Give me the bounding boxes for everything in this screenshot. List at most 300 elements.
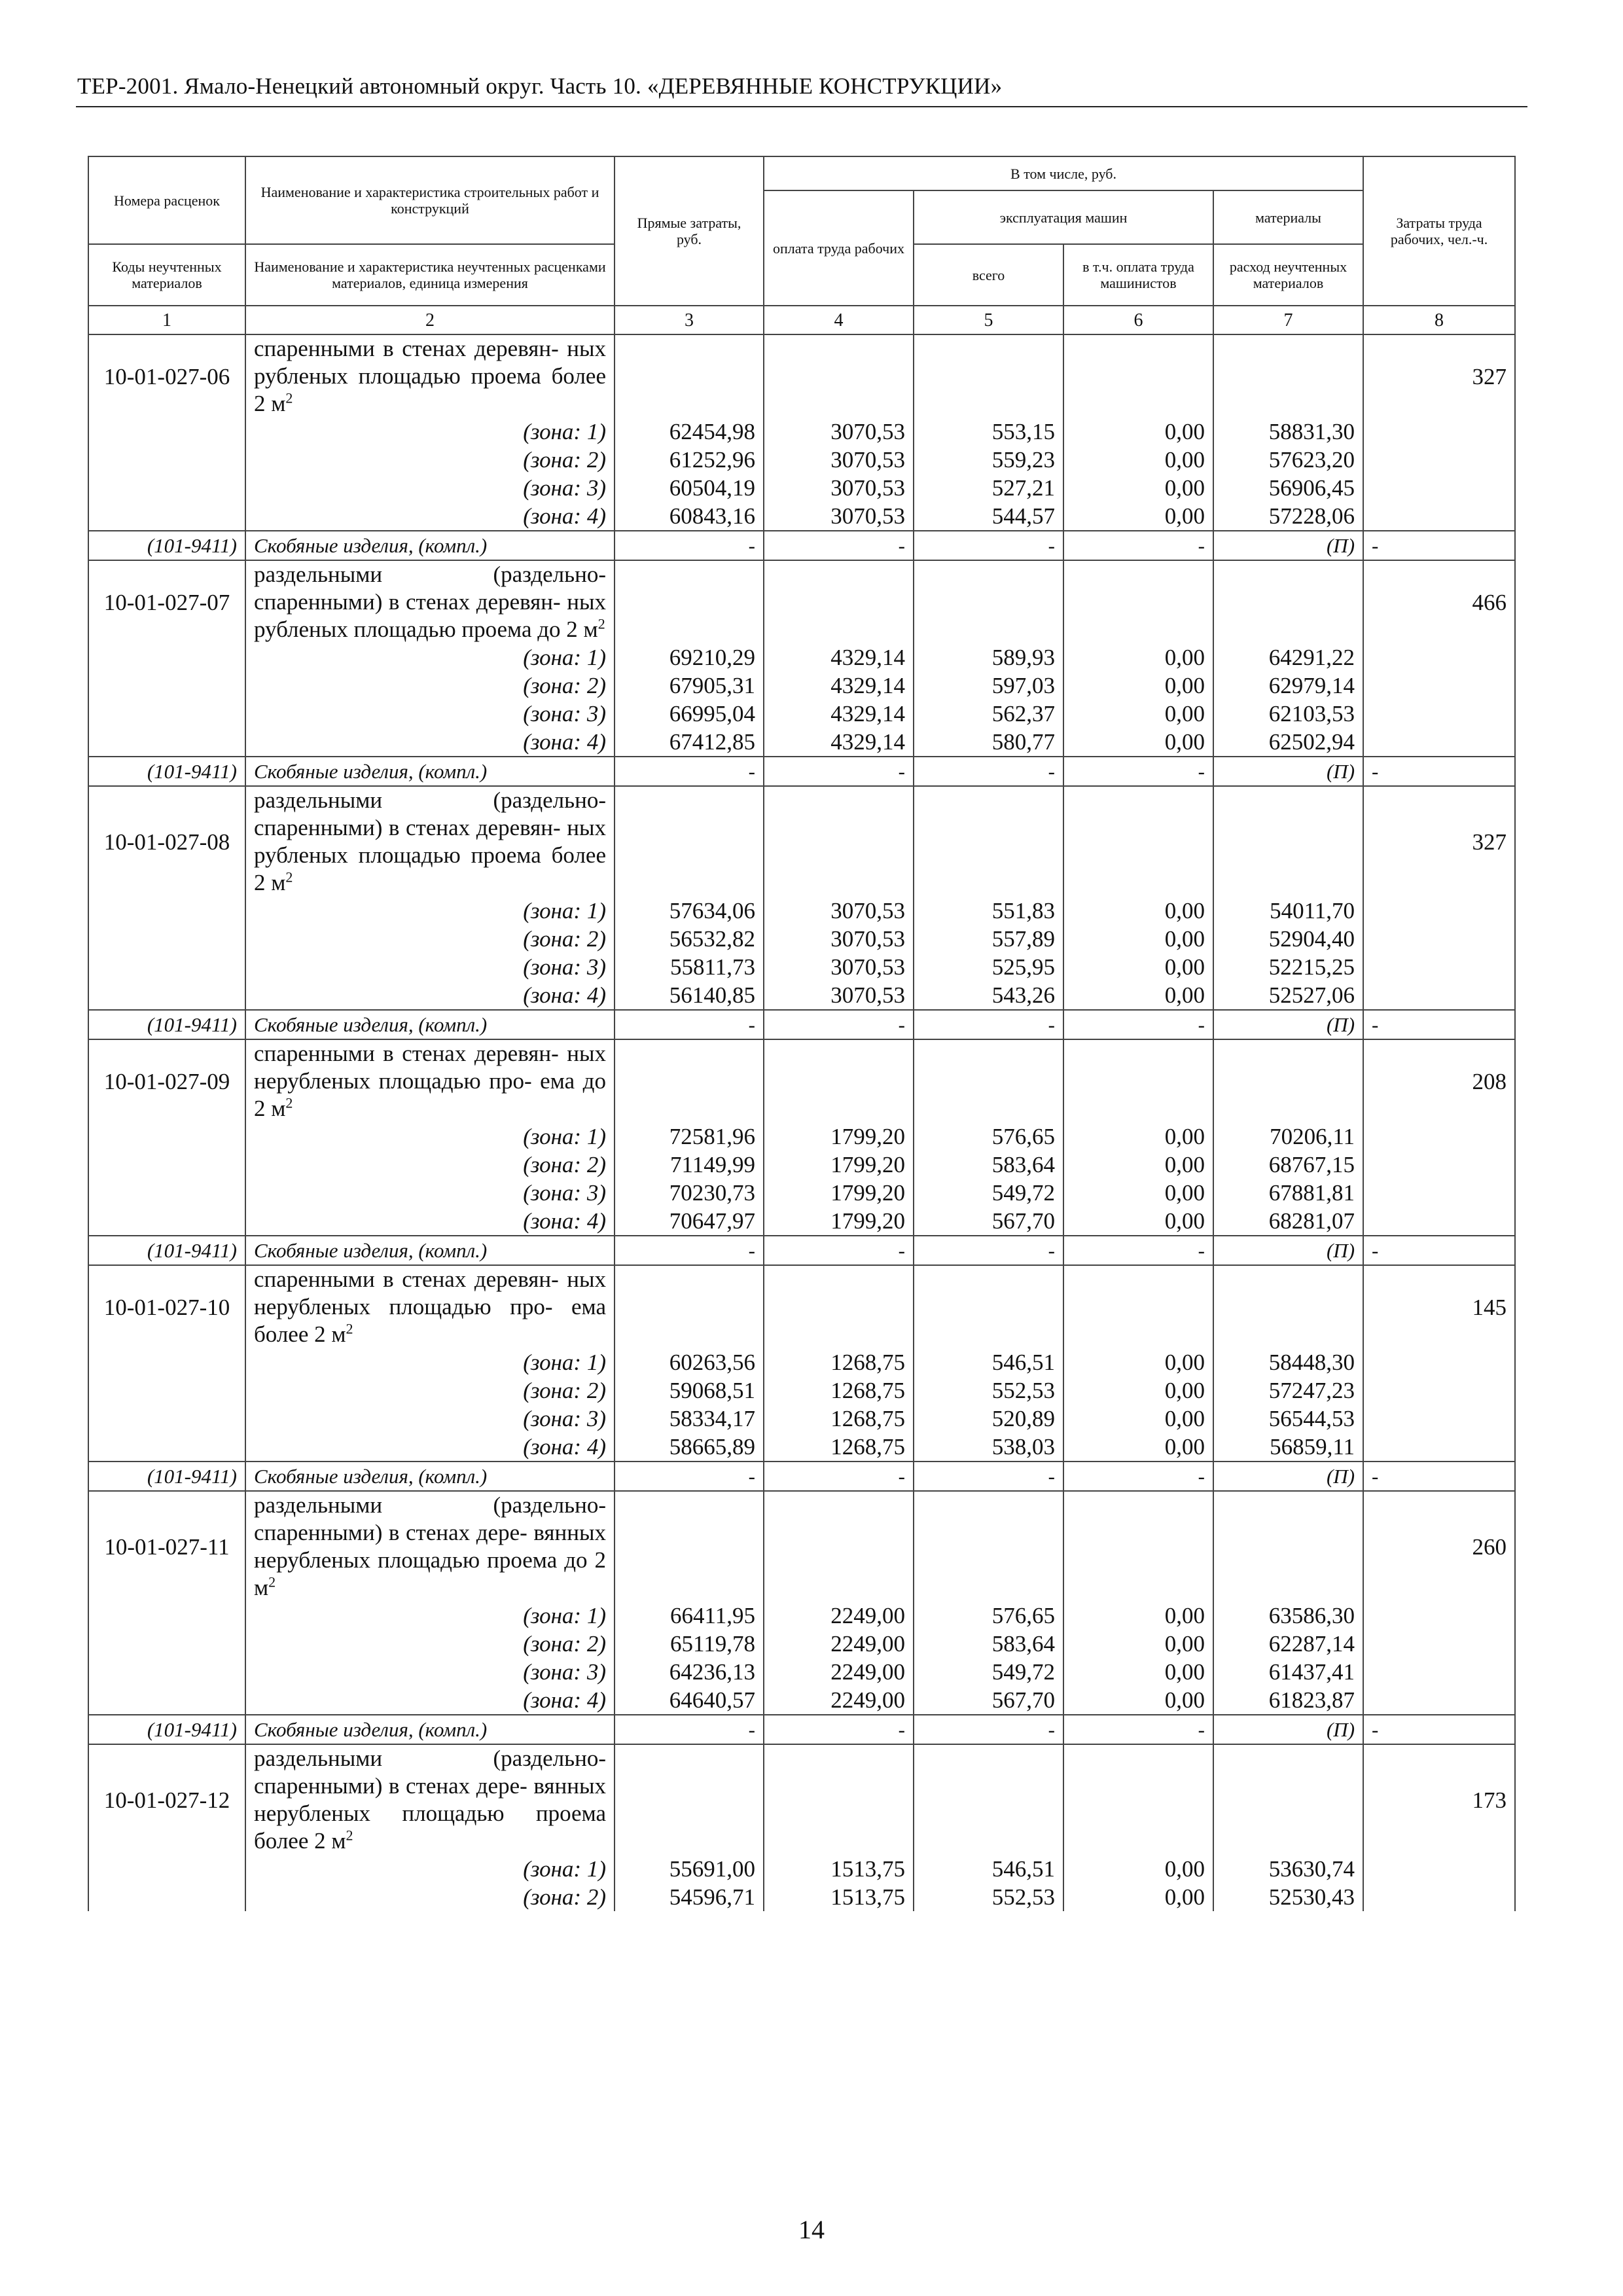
direct-cost: 69210,29 xyxy=(615,643,764,672)
empty-cell xyxy=(764,1491,914,1602)
wages-cost: - xyxy=(764,1010,914,1039)
operator-wages: - xyxy=(1063,1715,1213,1744)
materials-cost: 67881,81 xyxy=(1213,1179,1363,1207)
empty-cell xyxy=(1363,1405,1515,1433)
empty-cell xyxy=(88,1658,245,1686)
empty-cell xyxy=(1363,728,1515,757)
direct-cost: 55811,73 xyxy=(615,953,764,981)
table-body xyxy=(88,334,1515,1911)
description-line: ных нерубленых площадью про- xyxy=(254,1041,606,1094)
zone-label: (зона: 2) xyxy=(245,1883,615,1911)
rate-description xyxy=(245,560,615,643)
operator-wages: - xyxy=(1063,531,1213,560)
operator-wages: 0,00 xyxy=(1063,1686,1213,1715)
head-material-codes: Коды неучтенных материалов xyxy=(88,244,245,306)
wages-cost: 1268,75 xyxy=(764,1376,914,1405)
wages-cost: 3070,53 xyxy=(764,981,914,1010)
direct-cost: 71149,99 xyxy=(615,1151,764,1179)
empty-cell xyxy=(615,560,764,643)
zone-row xyxy=(88,953,1515,981)
wages-cost: 1799,20 xyxy=(764,1179,914,1207)
materials-cost: 52527,06 xyxy=(1213,981,1363,1010)
empty-cell xyxy=(88,418,245,446)
description-line: ных рубленых площадью проема xyxy=(254,815,606,868)
direct-cost: 70230,73 xyxy=(615,1179,764,1207)
machines-cost: 552,53 xyxy=(914,1883,1063,1911)
rate-code: 10-01-027-11 xyxy=(88,1491,245,1602)
empty-cell xyxy=(764,560,914,643)
empty-cell xyxy=(1363,1686,1515,1715)
empty-cell xyxy=(1063,560,1213,643)
empty-cell xyxy=(1363,672,1515,700)
zone-row xyxy=(88,925,1515,953)
wages-cost: 2249,00 xyxy=(764,1658,914,1686)
direct-cost: 58334,17 xyxy=(615,1405,764,1433)
empty-cell xyxy=(1363,1883,1515,1911)
machines-cost: 538,03 xyxy=(914,1433,1063,1462)
empty-cell xyxy=(88,1602,245,1630)
zone-row xyxy=(88,700,1515,728)
rate-code: 10-01-027-12 xyxy=(88,1744,245,1855)
column-number: 1 xyxy=(88,306,245,334)
description-line: спаренными в стенах деревян- xyxy=(254,1041,559,1066)
empty-cell xyxy=(1363,1151,1515,1179)
empty-cell xyxy=(88,897,245,925)
empty-cell xyxy=(88,502,245,531)
operator-wages: 0,00 xyxy=(1063,925,1213,953)
labor-cost: - xyxy=(1363,1462,1515,1491)
empty-cell xyxy=(1363,1433,1515,1462)
zone-label: (зона: 1) xyxy=(245,1348,615,1376)
machines-cost: 549,72 xyxy=(914,1658,1063,1686)
column-number: 5 xyxy=(914,306,1063,334)
empty-cell xyxy=(88,953,245,981)
machines-cost: 543,26 xyxy=(914,981,1063,1010)
direct-cost: 62454,98 xyxy=(615,418,764,446)
materials-cost: 58831,30 xyxy=(1213,418,1363,446)
empty-cell xyxy=(1363,1658,1515,1686)
materials-cost: 57228,06 xyxy=(1213,502,1363,531)
operator-wages: 0,00 xyxy=(1063,474,1213,502)
empty-cell xyxy=(88,1151,245,1179)
wages-cost: 1513,75 xyxy=(764,1855,914,1883)
rate-description xyxy=(245,786,615,897)
material-code: (101-9411) xyxy=(88,1010,245,1039)
zone-row xyxy=(88,1630,1515,1658)
labor-cost: 173 xyxy=(1363,1744,1515,1855)
direct-cost: 64640,57 xyxy=(615,1686,764,1715)
operator-wages: - xyxy=(1063,757,1213,786)
machines-cost: - xyxy=(914,757,1063,786)
column-numbers-row xyxy=(88,306,1515,334)
rate-code: 10-01-027-08 xyxy=(88,786,245,897)
operator-wages: 0,00 xyxy=(1063,1602,1213,1630)
labor-cost: - xyxy=(1363,1236,1515,1265)
description-line: ных нерубленых площадью про- xyxy=(254,1266,606,1319)
empty-cell xyxy=(1213,1744,1363,1855)
machines-cost: 562,37 xyxy=(914,700,1063,728)
machines-cost: 546,51 xyxy=(914,1348,1063,1376)
machines-cost: - xyxy=(914,1236,1063,1265)
wages-cost: 2249,00 xyxy=(764,1630,914,1658)
zone-row xyxy=(88,1376,1515,1405)
zone-label: (зона: 4) xyxy=(245,1207,615,1236)
operator-wages: 0,00 xyxy=(1063,1376,1213,1405)
zone-label: (зона: 1) xyxy=(245,897,615,925)
operator-wages: 0,00 xyxy=(1063,1405,1213,1433)
empty-cell xyxy=(1213,560,1363,643)
materials-cost: 54011,70 xyxy=(1213,897,1363,925)
empty-cell xyxy=(1363,981,1515,1010)
machines-cost: - xyxy=(914,531,1063,560)
zone-label: (зона: 1) xyxy=(245,1122,615,1151)
direct-cost: - xyxy=(615,1236,764,1265)
labor-cost: - xyxy=(1363,1010,1515,1039)
operator-wages: 0,00 xyxy=(1063,700,1213,728)
empty-cell xyxy=(1213,334,1363,418)
operator-wages: 0,00 xyxy=(1063,418,1213,446)
rate-description xyxy=(245,1039,615,1122)
zone-row xyxy=(88,1433,1515,1462)
empty-cell xyxy=(764,1744,914,1855)
rate-description xyxy=(245,1491,615,1602)
material-row xyxy=(88,757,1515,786)
description-line: проема до 2 м xyxy=(254,1547,606,1600)
zone-row xyxy=(88,981,1515,1010)
wages-cost: - xyxy=(764,1462,914,1491)
machines-cost: 576,65 xyxy=(914,1122,1063,1151)
description-line: раздельными (раздельно- xyxy=(254,787,606,813)
operator-wages: 0,00 xyxy=(1063,1433,1213,1462)
description-line: раздельными (раздельно- xyxy=(254,562,606,587)
material-name: Скобяные изделия, (компл.) xyxy=(245,757,615,786)
material-unit: (П) xyxy=(1213,531,1363,560)
materials-cost: 62103,53 xyxy=(1213,700,1363,728)
zone-row xyxy=(88,1405,1515,1433)
empty-cell xyxy=(914,1039,1063,1122)
column-number: 3 xyxy=(615,306,764,334)
document-header: ТЕР-2001. Ямало-Ненецкий автономный округ. Часть 10. «ДЕРЕВЯННЫЕ КОНСТРУКЦИИ» xyxy=(77,73,1003,99)
empty-cell xyxy=(914,1265,1063,1348)
wages-cost: 2249,00 xyxy=(764,1686,914,1715)
materials-cost: 57247,23 xyxy=(1213,1376,1363,1405)
zone-label: (зона: 4) xyxy=(245,502,615,531)
material-name: Скобяные изделия, (компл.) xyxy=(245,531,615,560)
description-line: спаренными в стенах деревян- xyxy=(254,336,559,361)
wages-cost: - xyxy=(764,531,914,560)
empty-cell xyxy=(1363,1630,1515,1658)
zone-row xyxy=(88,643,1515,672)
zone-row xyxy=(88,474,1515,502)
operator-wages: 0,00 xyxy=(1063,1207,1213,1236)
unit-superscript: 2 xyxy=(285,869,293,886)
materials-cost: 57623,20 xyxy=(1213,446,1363,474)
empty-cell xyxy=(1363,1376,1515,1405)
machines-cost: 546,51 xyxy=(914,1855,1063,1883)
zone-row xyxy=(88,446,1515,474)
machines-cost: 583,64 xyxy=(914,1630,1063,1658)
header-rule xyxy=(76,106,1527,107)
machines-cost: 552,53 xyxy=(914,1376,1063,1405)
unit-superscript: 2 xyxy=(285,389,293,406)
material-row xyxy=(88,1462,1515,1491)
empty-cell xyxy=(914,560,1063,643)
wages-cost: - xyxy=(764,757,914,786)
wages-cost: 1513,75 xyxy=(764,1883,914,1911)
wages-cost: 4329,14 xyxy=(764,728,914,757)
head-machines-total: всего xyxy=(914,244,1063,306)
zone-row xyxy=(88,1207,1515,1236)
material-code: (101-9411) xyxy=(88,1236,245,1265)
rate-row xyxy=(88,1491,1515,1602)
rate-description xyxy=(245,1744,615,1855)
empty-cell xyxy=(1063,334,1213,418)
empty-cell xyxy=(764,334,914,418)
operator-wages: 0,00 xyxy=(1063,1151,1213,1179)
empty-cell xyxy=(764,1265,914,1348)
unit-superscript: 2 xyxy=(346,1320,353,1337)
direct-cost: - xyxy=(615,1715,764,1744)
direct-cost: 66411,95 xyxy=(615,1602,764,1630)
labor-cost: 327 xyxy=(1363,334,1515,418)
materials-cost: 58448,30 xyxy=(1213,1348,1363,1376)
page-number: 14 xyxy=(798,2215,825,2244)
description-line: вянных нерубленых площадью xyxy=(254,1520,606,1573)
labor-cost: 260 xyxy=(1363,1491,1515,1602)
materials-cost: 61437,41 xyxy=(1213,1658,1363,1686)
zone-row xyxy=(88,1658,1515,1686)
rate-description xyxy=(245,1265,615,1348)
empty-cell xyxy=(88,474,245,502)
materials-cost: 68281,07 xyxy=(1213,1207,1363,1236)
direct-cost: 57634,06 xyxy=(615,897,764,925)
empty-cell xyxy=(1363,418,1515,446)
empty-cell xyxy=(1363,1602,1515,1630)
empty-cell xyxy=(88,1630,245,1658)
zone-label: (зона: 3) xyxy=(245,953,615,981)
materials-cost: 62287,14 xyxy=(1213,1630,1363,1658)
operator-wages: 0,00 xyxy=(1063,1855,1213,1883)
wages-cost: 1268,75 xyxy=(764,1405,914,1433)
head-wages: оплата труда рабочих xyxy=(764,190,914,306)
head-work-name: Наименование и характеристика строительных работ и конструкций xyxy=(245,156,615,244)
materials-cost: 62502,94 xyxy=(1213,728,1363,757)
wages-cost: 2249,00 xyxy=(764,1602,914,1630)
head-rate-number: Номера расценок xyxy=(88,156,245,244)
zone-row xyxy=(88,728,1515,757)
machines-cost: 551,83 xyxy=(914,897,1063,925)
zone-row xyxy=(88,1686,1515,1715)
operator-wages: 0,00 xyxy=(1063,953,1213,981)
empty-cell xyxy=(88,1883,245,1911)
description-line: спаренными) в стенах деревян- xyxy=(254,815,561,840)
operator-wages: 0,00 xyxy=(1063,446,1213,474)
machines-cost: - xyxy=(914,1010,1063,1039)
direct-cost: 67412,85 xyxy=(615,728,764,757)
operator-wages: 0,00 xyxy=(1063,502,1213,531)
empty-cell xyxy=(1363,643,1515,672)
wages-cost: 3070,53 xyxy=(764,897,914,925)
unit-superscript: 2 xyxy=(346,1827,353,1844)
empty-cell xyxy=(1363,953,1515,981)
rate-row xyxy=(88,786,1515,897)
material-unit: (П) xyxy=(1213,1715,1363,1744)
wages-cost: 1799,20 xyxy=(764,1151,914,1179)
empty-cell xyxy=(615,334,764,418)
operator-wages: 0,00 xyxy=(1063,1658,1213,1686)
materials-cost: 68767,15 xyxy=(1213,1151,1363,1179)
direct-cost: - xyxy=(615,1010,764,1039)
empty-cell xyxy=(615,786,764,897)
machines-cost: 557,89 xyxy=(914,925,1063,953)
description-line: более 2 м xyxy=(254,363,606,416)
direct-cost: 61252,96 xyxy=(615,446,764,474)
wages-cost: 3070,53 xyxy=(764,502,914,531)
empty-cell xyxy=(615,1491,764,1602)
labor-cost: 208 xyxy=(1363,1039,1515,1122)
empty-cell xyxy=(914,334,1063,418)
materials-cost: 52530,43 xyxy=(1213,1883,1363,1911)
rate-code: 10-01-027-10 xyxy=(88,1265,245,1348)
description-line: спаренными в стенах деревян- xyxy=(254,1266,559,1292)
operator-wages: 0,00 xyxy=(1063,1122,1213,1151)
description-line: раздельными (раздельно- xyxy=(254,1492,606,1518)
material-row xyxy=(88,1010,1515,1039)
materials-cost: 56906,45 xyxy=(1213,474,1363,502)
column-number: 4 xyxy=(764,306,914,334)
head-unaccounted-materials: расход неучтенных материалов xyxy=(1213,244,1363,306)
empty-cell xyxy=(1363,446,1515,474)
machines-cost: - xyxy=(914,1715,1063,1744)
material-unit: (П) xyxy=(1213,757,1363,786)
rates-table xyxy=(88,156,1516,1911)
unit-superscript: 2 xyxy=(268,1573,276,1590)
direct-cost: 56532,82 xyxy=(615,925,764,953)
table-head xyxy=(88,156,1515,334)
zone-label: (зона: 2) xyxy=(245,1630,615,1658)
empty-cell xyxy=(88,1179,245,1207)
wages-cost: 1268,75 xyxy=(764,1348,914,1376)
description-line: спаренными) в стенах деревян- xyxy=(254,589,561,615)
zone-label: (зона: 1) xyxy=(245,643,615,672)
empty-cell xyxy=(88,700,245,728)
empty-cell xyxy=(1363,1207,1515,1236)
zone-label: (зона: 3) xyxy=(245,700,615,728)
materials-cost: 70206,11 xyxy=(1213,1122,1363,1151)
empty-cell xyxy=(1363,1348,1515,1376)
wages-cost: 3070,53 xyxy=(764,925,914,953)
empty-cell xyxy=(615,1265,764,1348)
material-row xyxy=(88,531,1515,560)
material-code: (101-9411) xyxy=(88,757,245,786)
direct-cost: 67905,31 xyxy=(615,672,764,700)
machines-cost: 520,89 xyxy=(914,1405,1063,1433)
operator-wages: 0,00 xyxy=(1063,1179,1213,1207)
wages-cost: 3070,53 xyxy=(764,446,914,474)
material-name: Скобяные изделия, (компл.) xyxy=(245,1462,615,1491)
empty-cell xyxy=(1063,1039,1213,1122)
materials-cost: 52904,40 xyxy=(1213,925,1363,953)
zone-label: (зона: 2) xyxy=(245,1151,615,1179)
material-code: (101-9411) xyxy=(88,1462,245,1491)
empty-cell xyxy=(1213,786,1363,897)
rate-code: 10-01-027-09 xyxy=(88,1039,245,1122)
labor-cost: 466 xyxy=(1363,560,1515,643)
direct-cost: 66995,04 xyxy=(615,700,764,728)
description-line: ных рубленых площадью проема xyxy=(254,589,606,642)
empty-cell xyxy=(764,786,914,897)
head-material-names: Наименование и характеристика неучтенных расценками материалов, единица измерения xyxy=(245,244,615,306)
zone-label: (зона: 3) xyxy=(245,1405,615,1433)
labor-cost: - xyxy=(1363,531,1515,560)
description-line: ных рубленых площадью проема xyxy=(254,336,606,389)
rate-row xyxy=(88,1265,1515,1348)
direct-cost: 60504,19 xyxy=(615,474,764,502)
zone-label: (зона: 1) xyxy=(245,1855,615,1883)
machines-cost: 544,57 xyxy=(914,502,1063,531)
materials-cost: 56544,53 xyxy=(1213,1405,1363,1433)
operator-wages: - xyxy=(1063,1010,1213,1039)
empty-cell xyxy=(88,925,245,953)
machines-cost: 549,72 xyxy=(914,1179,1063,1207)
zone-label: (зона: 1) xyxy=(245,418,615,446)
operator-wages: 0,00 xyxy=(1063,1348,1213,1376)
material-unit: (П) xyxy=(1213,1010,1363,1039)
empty-cell xyxy=(1363,1179,1515,1207)
machines-cost: 589,93 xyxy=(914,643,1063,672)
material-name: Скобяные изделия, (компл.) xyxy=(245,1715,615,1744)
zone-row xyxy=(88,1122,1515,1151)
head-materials: материалы xyxy=(1213,190,1363,244)
operator-wages: 0,00 xyxy=(1063,981,1213,1010)
unit-superscript: 2 xyxy=(597,615,605,632)
materials-cost: 56859,11 xyxy=(1213,1433,1363,1462)
unit-superscript: 2 xyxy=(285,1094,293,1111)
empty-cell xyxy=(1063,1744,1213,1855)
wages-cost: 3070,53 xyxy=(764,953,914,981)
empty-cell xyxy=(88,1433,245,1462)
operator-wages: 0,00 xyxy=(1063,672,1213,700)
empty-cell xyxy=(88,981,245,1010)
zone-row xyxy=(88,418,1515,446)
empty-cell xyxy=(1063,786,1213,897)
empty-cell xyxy=(1363,1122,1515,1151)
empty-cell xyxy=(1363,474,1515,502)
empty-cell xyxy=(1063,1265,1213,1348)
materials-cost: 61823,87 xyxy=(1213,1686,1363,1715)
machines-cost: 597,03 xyxy=(914,672,1063,700)
column-number: 6 xyxy=(1063,306,1213,334)
machines-cost: 553,15 xyxy=(914,418,1063,446)
direct-cost: 65119,78 xyxy=(615,1630,764,1658)
description-line: ема до 2 м xyxy=(254,1068,606,1121)
empty-cell xyxy=(1213,1039,1363,1122)
head-machines: эксплуатация машин xyxy=(914,190,1213,244)
materials-cost: 52215,25 xyxy=(1213,953,1363,981)
zone-label: (зона: 3) xyxy=(245,1179,615,1207)
zone-row xyxy=(88,1348,1515,1376)
description-line: более 2 м xyxy=(254,842,606,895)
direct-cost: 60843,16 xyxy=(615,502,764,531)
labor-cost: 145 xyxy=(1363,1265,1515,1348)
empty-cell xyxy=(914,786,1063,897)
materials-cost: 62979,14 xyxy=(1213,672,1363,700)
zone-label: (зона: 2) xyxy=(245,446,615,474)
zone-label: (зона: 4) xyxy=(245,1433,615,1462)
column-number: 7 xyxy=(1213,306,1363,334)
empty-cell xyxy=(88,1405,245,1433)
machines-cost: 527,21 xyxy=(914,474,1063,502)
